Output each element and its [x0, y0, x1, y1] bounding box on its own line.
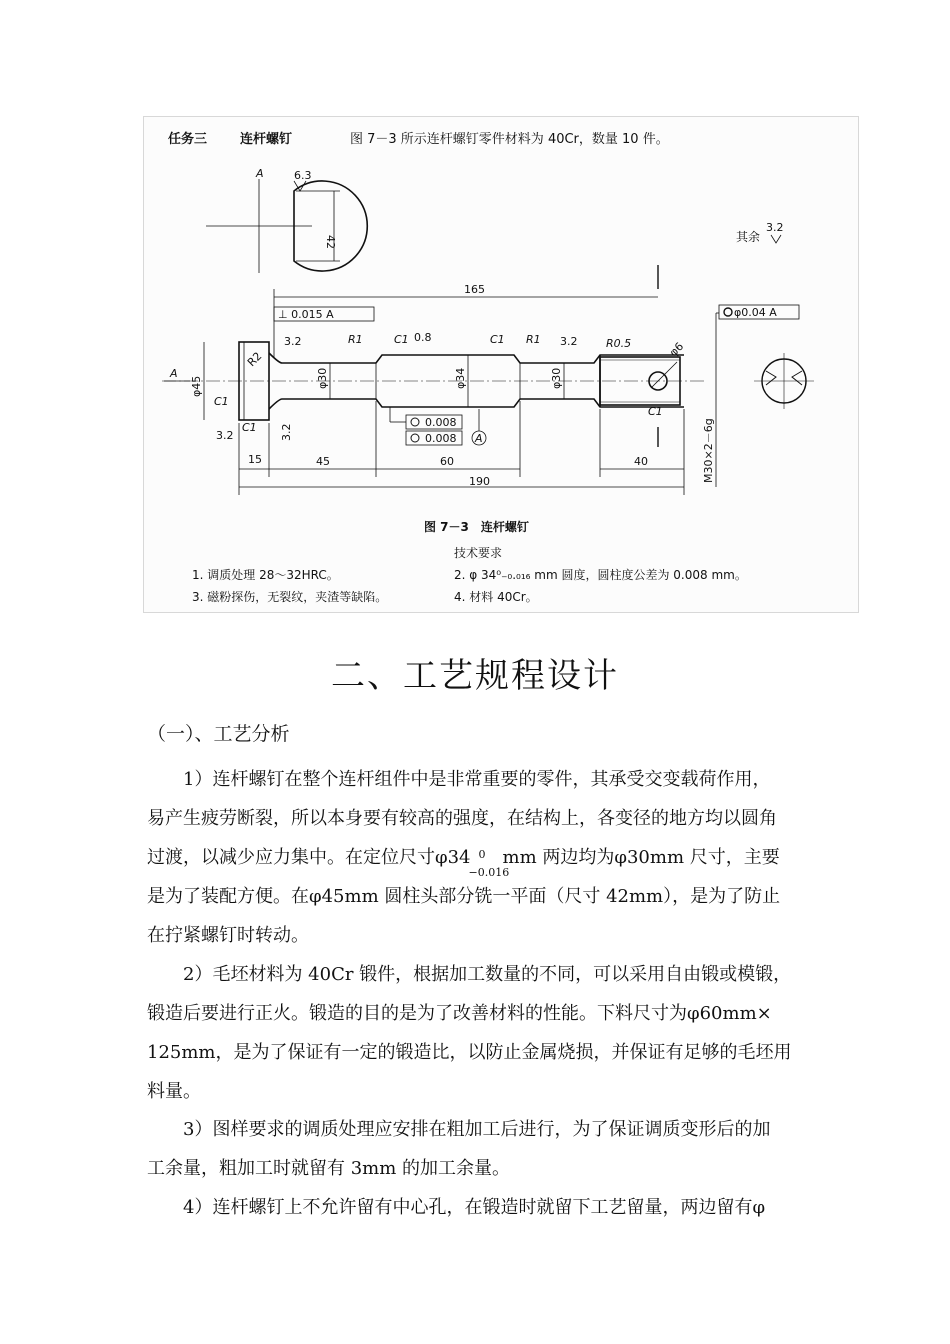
roughness-3-2-c: 3.2	[216, 429, 234, 442]
radius-r1-right: R1	[526, 333, 541, 346]
tech-item-2: 2. φ 34⁰₋₀.₀₁₆ mm 圆度，圆柱度公差为 0.008 mm。	[454, 568, 747, 582]
task-label: 任务三	[168, 132, 208, 147]
dim-phi30-left: φ30	[316, 367, 329, 389]
tech-item-1: 1. 调质处理 28～32HRC。	[192, 568, 339, 582]
radius-r2: R2	[244, 349, 265, 370]
p1-line-3	[147, 838, 807, 877]
chamfer-c1-d: C1	[242, 421, 257, 434]
technical-drawing-figure	[143, 116, 859, 613]
dim-45: 45	[316, 455, 330, 468]
p2-line-1: 2）毛坯材料为 40Cr 锻件，根据加工数量的不同，可以采用自由锻或模锻，	[183, 964, 792, 985]
thread-spec: M30×2－6g	[702, 418, 715, 483]
tech-item-4: 4. 材料 40Cr。	[454, 590, 538, 604]
dim-15: 15	[248, 453, 262, 466]
chamfer-c1-c: C1	[214, 395, 229, 408]
dim-42: 42	[324, 235, 337, 249]
p1-line-5: 在拧紧螺钉时转动。	[147, 925, 309, 946]
paragraph-1	[147, 760, 807, 955]
paragraph-2	[147, 955, 807, 1111]
tolerance-frames	[274, 305, 799, 445]
roughness-6-3: 6.3	[294, 169, 312, 182]
dim-165: 165	[464, 283, 485, 296]
roughness-3-2-d: 3.2	[280, 423, 293, 441]
p1-line-3a: 过渡，以减少应力集中。在定位尺寸φ34	[147, 847, 471, 868]
dim-40: 40	[634, 455, 648, 468]
roughness-3-2-b: 3.2	[560, 335, 578, 348]
dim-phi6: φ6	[666, 339, 687, 360]
chamfer-c1-b: C1	[490, 333, 505, 346]
roughness-0-8: 0.8	[414, 331, 432, 344]
datum-label-top: A	[256, 167, 264, 180]
task-name: 连杆螺钉	[240, 132, 293, 147]
datum-arrow-label: A	[170, 367, 178, 380]
rest-roughness-value: 3.2	[766, 221, 784, 234]
dim-phi30-right: φ30	[550, 367, 563, 389]
radius-r0-5: R0.5	[606, 337, 632, 350]
section-view	[754, 353, 814, 409]
paragraph-4	[147, 1188, 807, 1227]
radius-r1-left: R1	[348, 333, 363, 346]
dim-60: 60	[440, 455, 454, 468]
tolerance-superscript	[468, 843, 510, 879]
rest-roughness-label: 其余	[736, 230, 761, 244]
end-view	[206, 179, 367, 273]
paragraph-3	[147, 1110, 807, 1188]
task-description: 图 7－3 所示连杆螺钉零件材料为 40Cr，数量 10 件。	[350, 132, 669, 147]
dim-phi34: φ34	[454, 367, 467, 389]
tech-requirements-title: 技术要求	[454, 546, 503, 560]
p3-line-2: 工余量，粗加工时就留有 3mm 的加工余量。	[147, 1158, 511, 1179]
tolerance-cylindricity: 0.008	[425, 432, 457, 445]
chamfer-c1-e: C1	[648, 405, 663, 418]
p1-line-1: 1）连杆螺钉在整个连杆组件中是非常重要的零件，其承受交变载荷作用，	[183, 769, 771, 790]
p2-line-3: 125mm，是为了保证有一定的锻造比，以防止金属烧损，并保证有足够的毛坯用	[147, 1042, 792, 1063]
dim-190: 190	[469, 475, 490, 488]
section-heading: 二、工艺规程设计	[331, 656, 619, 696]
tolerance-perpendicularity: ⊥ 0.015 A	[278, 308, 334, 321]
tolerance-concentricity: φ0.04 A	[734, 306, 777, 319]
p2-line-4: 料量。	[147, 1081, 201, 1102]
p1-line-3b: mm 两边均为φ30mm 尺寸，主要	[502, 847, 780, 868]
p3-line-1: 3）图样要求的调质处理应安排在粗加工后进行，为了保证调质变形后的加	[183, 1119, 771, 1140]
subsection-heading: （一）、工艺分析	[147, 723, 290, 745]
roughness-3-2-a: 3.2	[284, 335, 302, 348]
p4-line-1: 4）连杆螺钉上不允许留有中心孔，在锻造时就留下工艺留量，两边留有φ	[183, 1197, 766, 1218]
dim-phi45: φ45	[190, 375, 203, 397]
p1-line-2: 易产生疲劳断裂，所以本身要有较高的强度，在结构上，各变径的地方均以圆角	[147, 808, 777, 829]
figure-caption: 图 7－3 连杆螺钉	[424, 520, 529, 534]
datum-a-bubble: A	[475, 432, 483, 445]
p1-line-4: 是为了装配方便。在φ45mm 圆柱头部分铣一平面（尺寸 42mm），是为了防止	[147, 886, 781, 907]
chamfer-c1-a: C1	[394, 333, 409, 346]
tech-item-3: 3. 磁粉探伤，无裂纹，夹渣等缺陷。	[192, 590, 388, 604]
tolerance-upper: 0	[478, 848, 486, 861]
tolerance-roundness: 0.008	[425, 416, 457, 429]
p2-line-2: 锻造后要进行正火。锻造的目的是为了改善材料的性能。下料尺寸为φ60mm×	[147, 1003, 772, 1024]
tolerance-lower: −0.016	[468, 866, 510, 879]
connecting-rod-bolt-drawing	[144, 117, 858, 612]
